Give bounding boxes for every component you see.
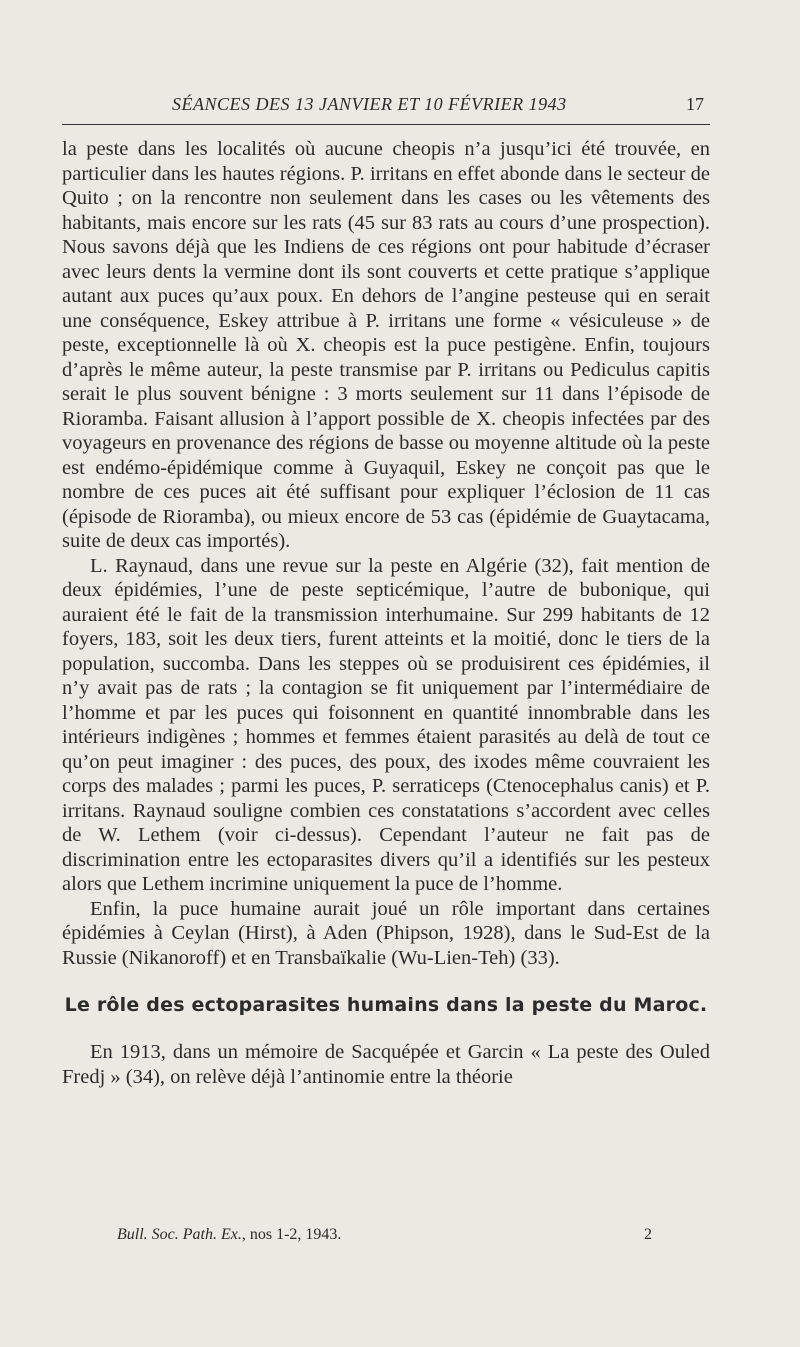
paragraph-2: L. Raynaud, dans une revue sur la peste en Algérie (32), fait mention de deux épidémies, l’une de peste septicémique, l’autre de bubonique, qui auraient été le fait de la transmission interhumaine. Sur 299 habitants de 12 foyers, 183, soit les deux tiers, furent atteints et la moitié, donc le tiers de la population, succomba. Dans les steppes où se produisirent ces épidémies, il n’y avait pas de rats ; la contagion se fit uniquement par l’intermédiaire de l’homme et par les puces qui foisonnent en quantité innombrable dans les intérieurs indigènes ; hommes et femmes étaient parasités au delà de tout ce qu’on peut imaginer : des puces, des poux, des ixodes même couvraient les corps des malades ; parmi les puces, P. serraticeps (Ctenocephalus canis) et P. irritans. Raynaud souligne combien ces constatations s’accordent avec celles de W. Lethem (voir ci-dessus). Cependant l’auteur ne fait pas de discrimination entre les ectoparasites divers qu’il a identifiés sur les pesteux alors que Lethem incrimine uniquement la puce de l’homme. [62,554,710,895]
journal-title: Bull. Soc. Path. Ex. [117,1226,242,1243]
header-rule [62,124,710,125]
paragraph-1: la peste dans les localités où aucune cheopis n’a jusqu’ici été trouvée, en particulier dans les hautes régions. P. irritans en effet abonde dans le secteur de Quito ; on la rencontre non seulement dans les cases ou les vêtements des habitants, mais encore sur les rats (45 sur 83 rats au cours d’une prospection). Nous savons déjà que les Indiens de ces régions ont pour habitude d’écraser avec leurs dents la vermine dont ils sont couverts et cette pratique s’applique autant aux puces qu’aux poux. En dehors de l’angine pesteuse qui en serait une conséquence, Eskey attribue à P. irritans une forme « vésiculeuse » de peste, exceptionnelle là où X. cheopis est la puce pestigène. Enfin, toujours d’après le même auteur, la peste transmise par P. irritans ou Pediculus capitis serait le plus souvent bénigne : 3 morts seulement sur 11 dans l’épisode de Rioramba. Faisant allusion à l’apport possible de X. cheopis infectées par des voyageurs en provenance des régions de basse ou moyenne altitude où la peste est endémo-épidémique comme à Guyaquil, Eskey ne conçoit pas que le nombre de ces puces ait été suffisant pour expliquer l’éclosion de 11 cas (épisode de Rioramba), ou mieux encore de 53 cas (épidémie de Guaytacama, suite de deux cas importés). [62,138,710,552]
journal-citation [117,1226,341,1244]
section-heading: Le rôle des ectoparasites humains dans la peste du Maroc. [64,994,708,1016]
paragraph-3: Enfin, la puce humaine aurait joué un rôle important dans certaines épidémies à Ceylan (Hirst), à Aden (Phipson, 1928), dans le Sud-Est de la Russie (Nikanoroff) et en Transbaïkalie (Wu-Lien-Teh) (33). [62,897,710,969]
signature-mark: 2 [644,1226,652,1243]
journal-page [62,0,710,1347]
page-footer [62,1226,710,1250]
article-body [62,137,710,1089]
page-number: 17 [686,94,704,114]
running-title: SÉANCES DES 13 JANVIER ET 10 FÉVRIER 1943 [172,94,567,114]
running-head [62,94,710,120]
paragraph-4: En 1913, dans un mémoire de Sacquépée et Garcin « La peste des Ouled Fredj » (34), on relève déjà l’antinomie entre la théorie [62,1041,710,1088]
journal-issue: , nos 1-2, 1943. [241,1226,342,1243]
